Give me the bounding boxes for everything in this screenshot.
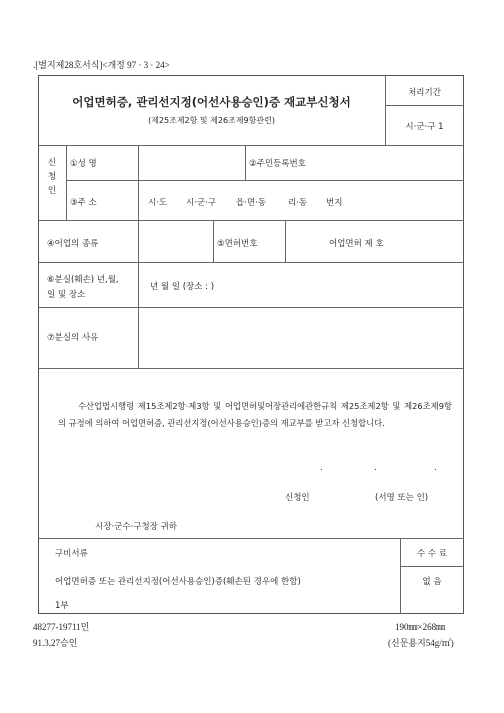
fishery-type-label: ④어업의 종류 bbox=[47, 239, 99, 249]
date-dot: . bbox=[320, 463, 323, 473]
required-doc-item: 어업면허증 또는 관리선지정(어선사용승인)증(훼손된 경우에 한함) bbox=[55, 577, 301, 587]
col-line bbox=[285, 220, 286, 262]
address-label: ③주 소 bbox=[70, 198, 97, 208]
date-dot: . bbox=[434, 463, 437, 473]
address-eupmyeondong: 읍·면·동 bbox=[236, 198, 267, 208]
row-line bbox=[66, 180, 464, 181]
required-docs-header: 구비서류 bbox=[55, 549, 88, 559]
address-beonji: 번지 bbox=[326, 198, 343, 208]
application-statement: 수산업법시행령 제15조제2항·제3항 및 어업면허및어장관리에관한규칙 제25조제2항 및 제26조제9항의 규정에 의하여 어업면허증, 관리선지정(어선사용승인)증의 재교부를 받고자 신청합니다. bbox=[58, 401, 452, 428]
loss-reason-field[interactable] bbox=[140, 309, 462, 366]
address-ridong: 리·동 bbox=[288, 198, 308, 208]
footer-paper: (신문용지54g/㎡) bbox=[388, 638, 454, 648]
rrn-field[interactable] bbox=[330, 147, 462, 178]
col-line bbox=[66, 145, 67, 220]
form-subtitle: (제25조제2항 및 제26조제9항관련) bbox=[148, 116, 275, 125]
address-sido: 시·도 bbox=[148, 198, 168, 208]
fee-divider bbox=[400, 566, 464, 567]
processing-period-label: 처리기간 bbox=[408, 88, 441, 98]
required-doc-copies: 1부 bbox=[55, 601, 69, 611]
name-label: ①성 명 bbox=[70, 159, 97, 169]
fee-label: 수 수 료 bbox=[416, 549, 448, 559]
footer-code: 48277-19711민 bbox=[33, 622, 90, 632]
footer-size: 190㎜×268㎜ bbox=[395, 622, 446, 632]
row-line bbox=[38, 368, 464, 369]
row-line bbox=[38, 307, 464, 308]
name-field[interactable] bbox=[140, 147, 243, 178]
fee-value: 없 음 bbox=[422, 577, 442, 587]
fishery-type-field[interactable] bbox=[140, 222, 211, 260]
footer-approval: 91.3.27승인 bbox=[33, 638, 78, 648]
applicant-label: 신 청 인 bbox=[47, 158, 57, 196]
processing-divider bbox=[385, 105, 464, 106]
form-title: 어업면허증, 관리선지정(어선사용승인)증 재교부신청서 bbox=[72, 95, 351, 109]
applicant-sign-label: 신청인 bbox=[285, 493, 310, 503]
col-line bbox=[245, 145, 246, 180]
loss-place-label: 일 및 장소 bbox=[47, 290, 86, 300]
processing-period-value: 시·군·구 1 bbox=[405, 122, 444, 132]
loss-reason-label: ⑦분실의 사유 bbox=[47, 333, 99, 343]
loss-date-label: ⑥분실(훼손) 년,월, bbox=[47, 275, 119, 285]
col-line bbox=[213, 220, 214, 262]
form-reference: .[별지제28호서식]<개정 97 · 3 · 24> bbox=[33, 60, 170, 70]
address-sigungu: 시·군·구 bbox=[186, 198, 217, 208]
fishery-license-number[interactable]: 어업면허 제 호 bbox=[329, 239, 384, 249]
col-line bbox=[138, 145, 139, 368]
loss-date-field[interactable]: 년 월 일 (장소 : ) bbox=[150, 282, 215, 292]
row-line bbox=[38, 220, 464, 221]
license-number-label: ⑤면허번호 bbox=[217, 239, 258, 249]
signature-note[interactable]: (서명 또는 인) bbox=[375, 493, 429, 503]
addressee: 시장·군수·구청장 귀하 bbox=[95, 522, 178, 532]
row-line bbox=[38, 262, 464, 263]
date-dot: . bbox=[374, 463, 377, 473]
rrn-label: ②주민등록번호 bbox=[249, 159, 306, 169]
row-line bbox=[38, 145, 464, 146]
